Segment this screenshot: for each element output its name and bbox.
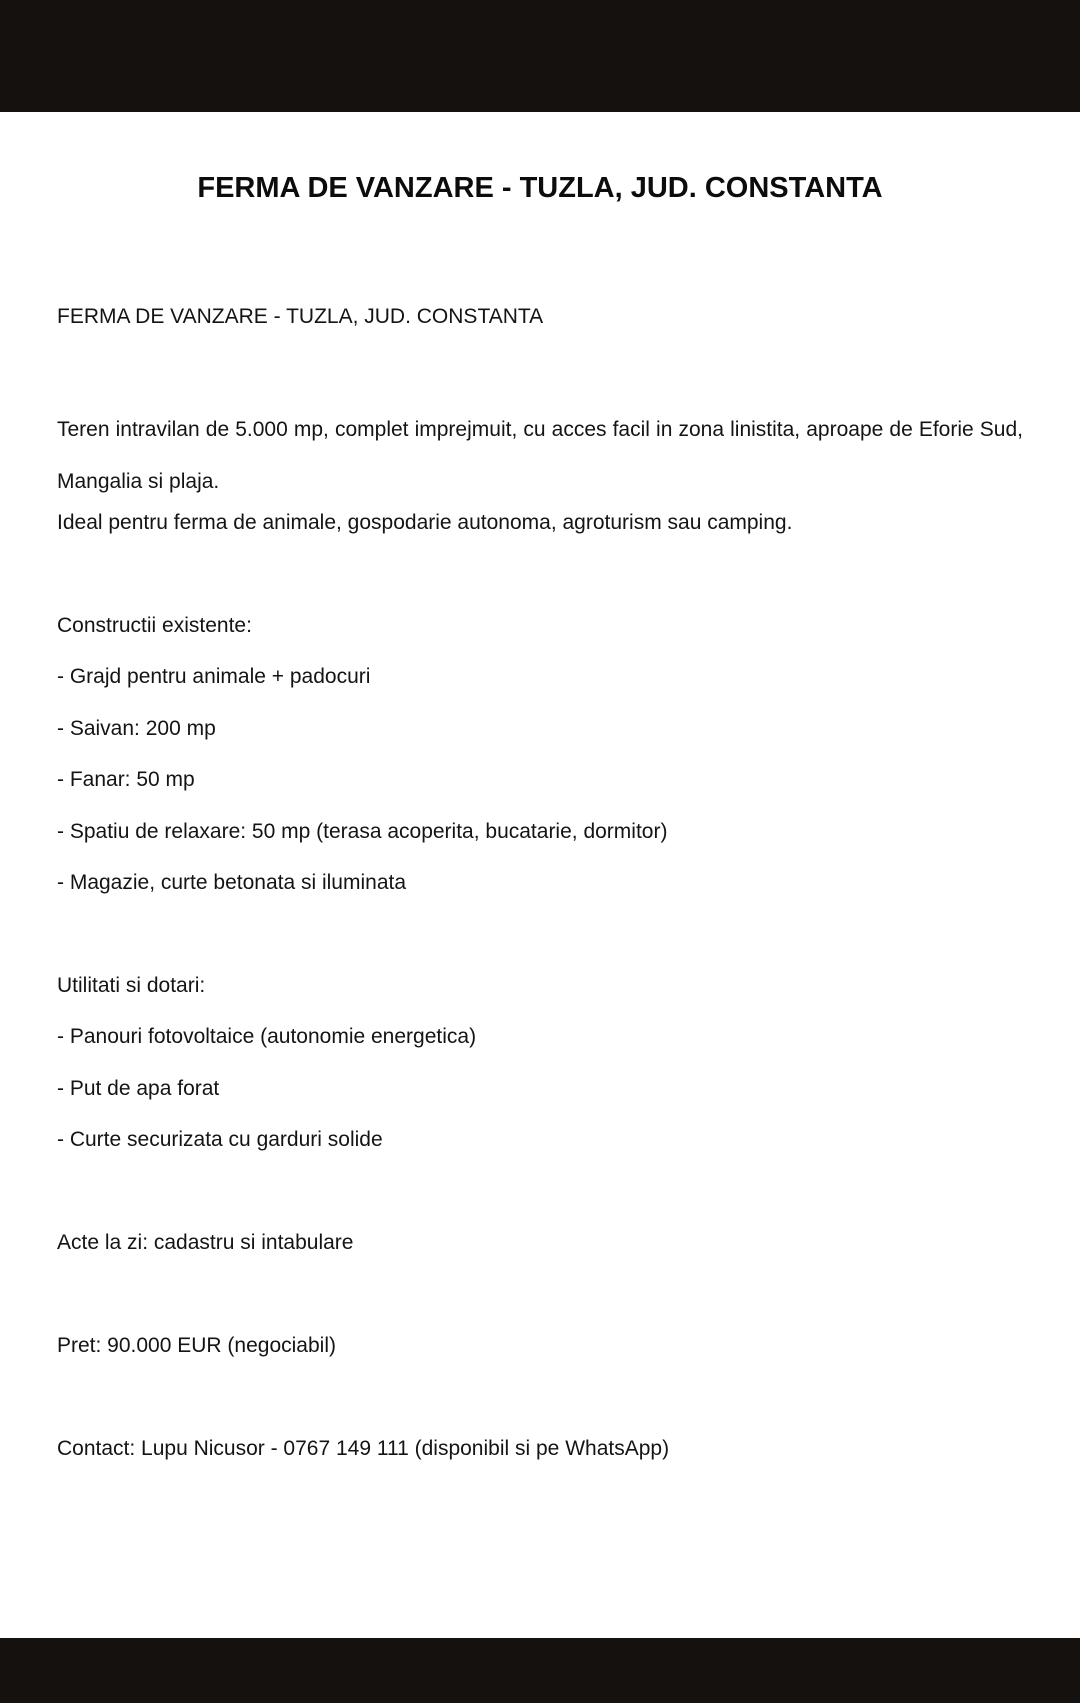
utilities-heading: Utilitati si dotari:: [57, 974, 206, 997]
list-item: - Saivan: 200 mp: [57, 717, 216, 740]
bottom-black-bar: [0, 1638, 1080, 1703]
list-item: - Spatiu de relaxare: 50 mp (terasa acoperita, bucatarie, dormitor): [57, 820, 668, 843]
listing-subtitle: FERMA DE VANZARE - TUZLA, JUD. CONSTANTA: [57, 305, 544, 328]
list-item: - Fanar: 50 mp: [57, 768, 195, 791]
ideal-use-line: Ideal pentru ferma de animale, gospodarie autonoma, agroturism sau camping.: [57, 511, 793, 534]
documents-line: Acte la zi: cadastru si intabulare: [57, 1231, 354, 1254]
contact-line: Contact: Lupu Nicusor - 0767 149 111 (disponibil si pe WhatsApp): [57, 1437, 670, 1460]
list-item: - Curte securizata cu garduri solide: [57, 1128, 383, 1151]
list-item: - Panouri fotovoltaice (autonomie energetica): [57, 1025, 477, 1048]
constructions-heading: Constructii existente:: [57, 614, 252, 637]
list-item: - Put de apa forat: [57, 1077, 220, 1100]
list-item: - Grajd pentru animale + padocuri: [57, 665, 371, 688]
price-line: Pret: 90.000 EUR (negociabil): [57, 1334, 336, 1357]
list-item: - Magazie, curte betonata si iluminata: [57, 871, 407, 894]
top-black-bar: [0, 0, 1080, 112]
document-title: FERMA DE VANZARE - TUZLA, JUD. CONSTANTA: [197, 172, 883, 204]
intro-paragraph: Teren intravilan de 5.000 mp, complet imprejmuit, cu acces facil in zona linistita, aproape de Eforie Sud, Mangalia si plaja.: [57, 418, 1023, 493]
